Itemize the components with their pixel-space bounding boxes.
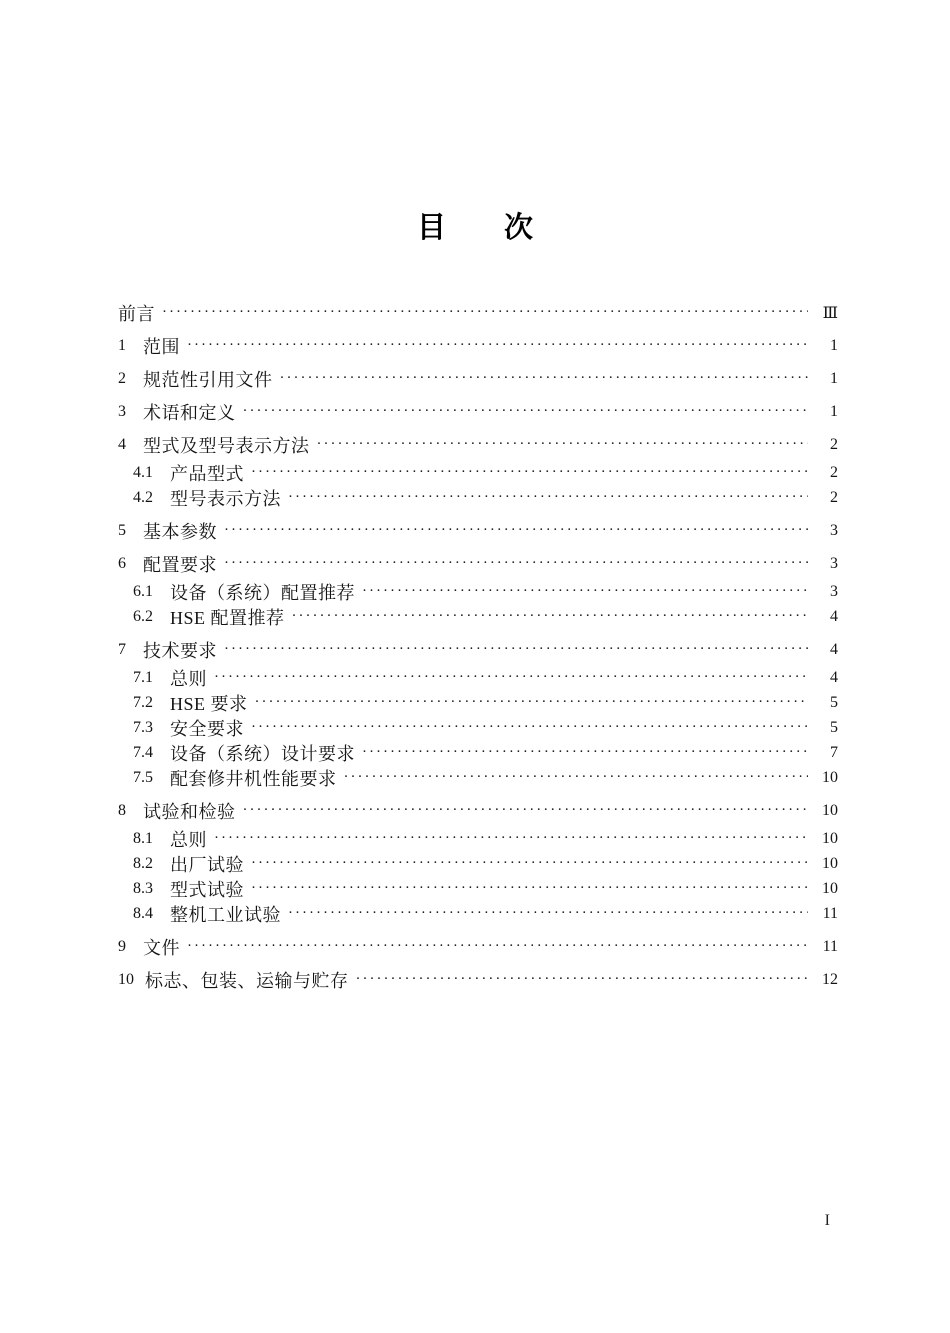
toc-entry-number: 8.4 bbox=[133, 904, 153, 922]
toc-leader-dots bbox=[243, 399, 809, 424]
toc-entry[interactable] bbox=[118, 967, 838, 992]
toc-entry-number: 7.2 bbox=[133, 693, 153, 711]
toc-leader-dots bbox=[362, 579, 808, 604]
toc-entry-number: 2 bbox=[118, 369, 126, 387]
toc-entry-label: 配置要求 bbox=[143, 554, 217, 575]
toc-entry-page: 10 bbox=[822, 801, 838, 819]
toc-entry-page: 3 bbox=[830, 554, 838, 572]
toc-entry-label: 规范性引用文件 bbox=[143, 369, 273, 390]
toc-entry-label: 安全要求 bbox=[170, 718, 244, 739]
toc-entry-number: 4.2 bbox=[133, 488, 153, 506]
toc-entry-page: 4 bbox=[830, 640, 838, 658]
toc-entry-page: 2 bbox=[830, 463, 838, 481]
toc-entry-label: 产品型式 bbox=[170, 463, 244, 484]
toc-entry-label: 整机工业试验 bbox=[170, 904, 281, 925]
toc-entry[interactable] bbox=[118, 934, 838, 959]
toc-entry-label: 术语和定义 bbox=[143, 402, 236, 423]
toc-leader-dots bbox=[251, 715, 808, 740]
toc-entry[interactable] bbox=[118, 300, 838, 325]
toc-entry[interactable] bbox=[118, 579, 838, 604]
toc-entry-number: 7.5 bbox=[133, 768, 153, 786]
toc-entry-page: 10 bbox=[822, 879, 838, 897]
toc-entry-label: 设备（系统）设计要求 bbox=[170, 743, 355, 764]
toc-entry-page: 3 bbox=[830, 521, 838, 539]
page-title: 目 次 bbox=[416, 212, 533, 244]
toc-entry-label: 文件 bbox=[143, 937, 180, 958]
toc-leader-dots bbox=[288, 901, 808, 926]
toc-entry-number: 6 bbox=[118, 554, 126, 572]
toc-entry-page: 2 bbox=[830, 435, 838, 453]
toc-leader-dots bbox=[187, 934, 808, 959]
toc-entry[interactable] bbox=[118, 665, 838, 690]
toc-entry-label: 设备（系统）配置推荐 bbox=[170, 582, 355, 603]
toc-entry[interactable] bbox=[118, 740, 838, 765]
toc-entry-number: 4.1 bbox=[133, 463, 153, 481]
toc-leader-dots bbox=[292, 604, 808, 629]
toc-entry-label: 总则 bbox=[170, 668, 207, 689]
toc-entry-number: 9 bbox=[118, 937, 126, 955]
toc-entry-label: HSE 要求 bbox=[170, 693, 248, 714]
toc-entry-page: 7 bbox=[830, 743, 838, 761]
toc-entry[interactable] bbox=[118, 637, 838, 662]
toc-entry[interactable] bbox=[118, 432, 838, 457]
toc-leader-dots bbox=[243, 798, 809, 823]
toc-entry-label: 型式试验 bbox=[170, 879, 244, 900]
toc-entry-label: 前言 bbox=[118, 303, 155, 324]
toc-leader-dots bbox=[255, 690, 808, 715]
toc-entry-page: 3 bbox=[830, 582, 838, 600]
toc-leader-dots bbox=[356, 967, 809, 992]
toc-entry-page: 5 bbox=[830, 718, 838, 736]
toc-leader-dots bbox=[224, 518, 808, 543]
toc-leader-dots bbox=[224, 637, 808, 662]
table-of-contents bbox=[118, 292, 838, 995]
toc-entry-number: 6.1 bbox=[133, 582, 153, 600]
toc-entry-number: 1 bbox=[118, 336, 126, 354]
toc-entry-page: 12 bbox=[822, 970, 838, 988]
page-number: I bbox=[824, 1212, 830, 1229]
toc-entry-number: 5 bbox=[118, 521, 126, 539]
toc-entry-page: 10 bbox=[822, 768, 838, 786]
toc-entry-number: 7.3 bbox=[133, 718, 153, 736]
toc-entry-page: 2 bbox=[830, 488, 838, 506]
toc-entry-page: 4 bbox=[830, 607, 838, 625]
toc-entry-page: 5 bbox=[830, 693, 838, 711]
toc-leader-dots bbox=[162, 300, 808, 325]
toc-entry-page: Ⅲ bbox=[822, 304, 838, 322]
toc-leader-dots bbox=[288, 485, 808, 510]
toc-entry-label: 标志、包装、运输与贮存 bbox=[145, 970, 349, 991]
toc-entry-label: 配套修井机性能要求 bbox=[170, 768, 337, 789]
toc-entry-number: 8.1 bbox=[133, 829, 153, 847]
toc-entry[interactable] bbox=[118, 765, 838, 790]
toc-entry-label: 总则 bbox=[170, 829, 207, 850]
toc-entry-number: 8.2 bbox=[133, 854, 153, 872]
toc-leader-dots bbox=[187, 333, 808, 358]
toc-entry-page: 4 bbox=[830, 668, 838, 686]
toc-entry-page: 1 bbox=[830, 402, 838, 420]
toc-leader-dots bbox=[251, 460, 808, 485]
toc-entry-page: 11 bbox=[822, 904, 838, 922]
toc-entry[interactable] bbox=[118, 876, 838, 901]
toc-entry[interactable] bbox=[118, 399, 838, 424]
toc-entry-number: 8.3 bbox=[133, 879, 153, 897]
toc-entry[interactable] bbox=[118, 690, 838, 715]
toc-leader-dots bbox=[344, 765, 809, 790]
toc-leader-dots bbox=[317, 432, 809, 457]
toc-entry[interactable] bbox=[118, 604, 838, 629]
toc-entry-label: HSE 配置推荐 bbox=[170, 607, 285, 628]
toc-entry[interactable] bbox=[118, 798, 838, 823]
toc-entry-label: 范围 bbox=[143, 336, 180, 357]
toc-entry-number: 8 bbox=[118, 801, 126, 819]
toc-entry-label: 型号表示方法 bbox=[170, 488, 281, 509]
toc-entry-page: 11 bbox=[822, 937, 838, 955]
toc-entry-page: 10 bbox=[822, 829, 838, 847]
toc-entry[interactable] bbox=[118, 901, 838, 926]
toc-entry[interactable] bbox=[118, 333, 838, 358]
toc-leader-dots bbox=[362, 740, 808, 765]
toc-entry[interactable] bbox=[118, 826, 838, 851]
toc-entry-label: 型式及型号表示方法 bbox=[143, 435, 310, 456]
toc-entry-number: 7.4 bbox=[133, 743, 153, 761]
toc-entry-page: 1 bbox=[830, 369, 838, 387]
toc-leader-dots bbox=[214, 826, 808, 851]
toc-entry-number: 10 bbox=[118, 970, 134, 988]
toc-leader-dots bbox=[280, 366, 809, 391]
toc-entry-label: 技术要求 bbox=[143, 640, 217, 661]
toc-entry-number: 4 bbox=[118, 435, 126, 453]
toc-entry-number: 6.2 bbox=[133, 607, 153, 625]
toc-entry[interactable] bbox=[118, 518, 838, 543]
toc-entry-page: 1 bbox=[830, 336, 838, 354]
toc-entry-number: 7 bbox=[118, 640, 126, 658]
toc-leader-dots bbox=[251, 851, 808, 876]
toc-entry-label: 出厂试验 bbox=[170, 854, 244, 875]
toc-leader-dots bbox=[251, 876, 808, 901]
toc-entry-number: 7.1 bbox=[133, 668, 153, 686]
toc-entry[interactable] bbox=[118, 851, 838, 876]
toc-leader-dots bbox=[224, 551, 808, 576]
toc-entry[interactable] bbox=[118, 366, 838, 391]
toc-entry-label: 基本参数 bbox=[143, 521, 217, 542]
toc-entry[interactable] bbox=[118, 715, 838, 740]
toc-entry[interactable] bbox=[118, 460, 838, 485]
toc-entry-label: 试验和检验 bbox=[143, 801, 236, 822]
toc-entry-number: 3 bbox=[118, 402, 126, 420]
toc-leader-dots bbox=[214, 665, 808, 690]
toc-entry-page: 10 bbox=[822, 854, 838, 872]
toc-entry[interactable] bbox=[118, 485, 838, 510]
toc-entry[interactable] bbox=[118, 551, 838, 576]
